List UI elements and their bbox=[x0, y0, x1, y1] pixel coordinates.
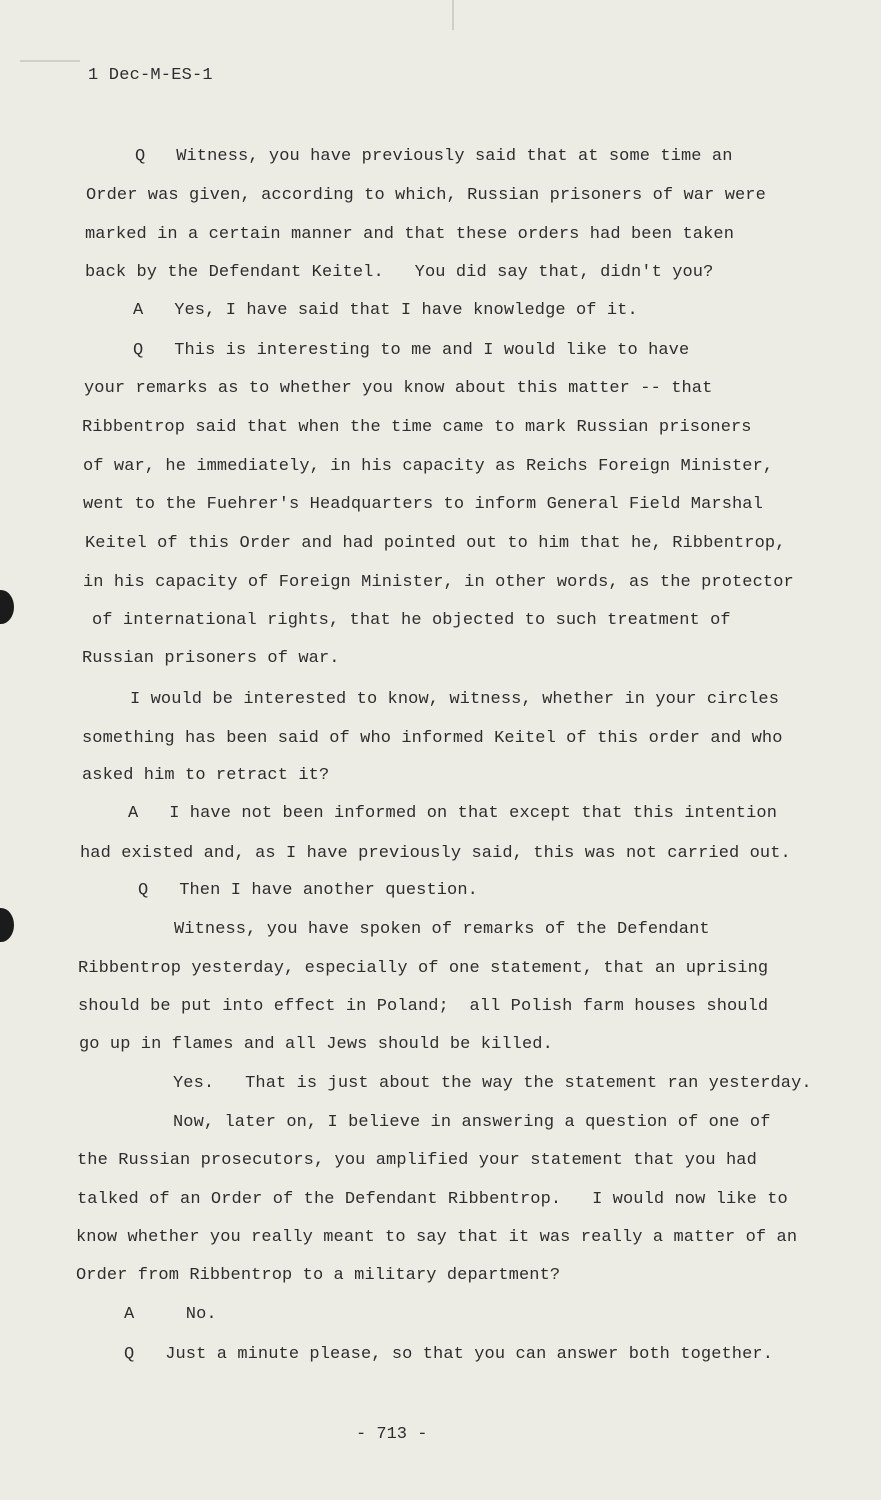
text-line: had existed and, as I have previously said, this was not carried out. bbox=[80, 844, 791, 863]
text-line: Witness, you have spoken of remarks of the Defendant bbox=[174, 920, 710, 939]
paper-mark bbox=[452, 0, 454, 30]
text-line: Q Then I have another question. bbox=[138, 881, 478, 900]
text-line: something has been said of who informed Keitel of this order and who bbox=[82, 729, 783, 748]
text-line: went to the Fuehrer's Headquarters to inform General Field Marshal bbox=[83, 495, 763, 514]
text-line: the Russian prosecutors, you amplified your statement that you had bbox=[77, 1151, 757, 1170]
text-line: Ribbentrop yesterday, especially of one statement, that an uprising bbox=[78, 959, 769, 978]
text-line: asked him to retract it? bbox=[82, 766, 330, 785]
text-line: your remarks as to whether you know about this matter -- that bbox=[84, 379, 713, 398]
text-line: Russian prisoners of war. bbox=[82, 649, 340, 668]
text-line: talked of an Order of the Defendant Ribbentrop. I would now like to bbox=[77, 1190, 788, 1209]
text-line: of war, he immediately, in his capacity as Reichs Foreign Minister, bbox=[83, 457, 774, 476]
text-line: Now, later on, I believe in answering a question of one of bbox=[173, 1113, 771, 1132]
text-line: Order from Ribbentrop to a military department? bbox=[76, 1266, 561, 1285]
text-line: go up in flames and all Jews should be killed. bbox=[79, 1035, 553, 1054]
text-line: Keitel of this Order and had pointed out to him that he, Ribbentrop, bbox=[85, 534, 786, 553]
text-line: Yes. That is just about the way the statement ran yesterday. bbox=[173, 1074, 812, 1093]
text-line: Order was given, according to which, Russian prisoners of war were bbox=[86, 186, 766, 205]
text-line: Q Just a minute please, so that you can answer both together. bbox=[124, 1345, 774, 1364]
text-line: in his capacity of Foreign Minister, in other words, as the protector bbox=[83, 573, 794, 592]
text-line: of international rights, that he objected to such treatment of bbox=[92, 611, 731, 630]
text-line: Ribbentrop said that when the time came to mark Russian prisoners bbox=[82, 418, 752, 437]
binder-hole bbox=[0, 908, 14, 942]
text-line: A I have not been informed on that except that this intention bbox=[128, 804, 778, 823]
text-line: I would be interested to know, witness, whether in your circles bbox=[130, 690, 780, 709]
text-line: Q Witness, you have previously said that at some time an bbox=[135, 147, 733, 166]
page-number: - 713 - bbox=[356, 1425, 428, 1444]
binder-hole bbox=[0, 590, 14, 624]
text-line: Q This is interesting to me and I would like to have bbox=[133, 341, 690, 360]
text-line: back by the Defendant Keitel. You did say that, didn't you? bbox=[85, 263, 714, 282]
text-line: A No. bbox=[124, 1305, 217, 1324]
paper-mark bbox=[20, 60, 80, 62]
text-line: A Yes, I have said that I have knowledge of it. bbox=[133, 301, 638, 320]
text-line: should be put into effect in Poland; all Polish farm houses should bbox=[78, 997, 769, 1016]
text-line: marked in a certain manner and that these orders had been taken bbox=[85, 225, 735, 244]
text-line: know whether you really meant to say that it was really a matter of an bbox=[76, 1228, 798, 1247]
document-header: 1 Dec-M-ES-1 bbox=[88, 66, 213, 85]
